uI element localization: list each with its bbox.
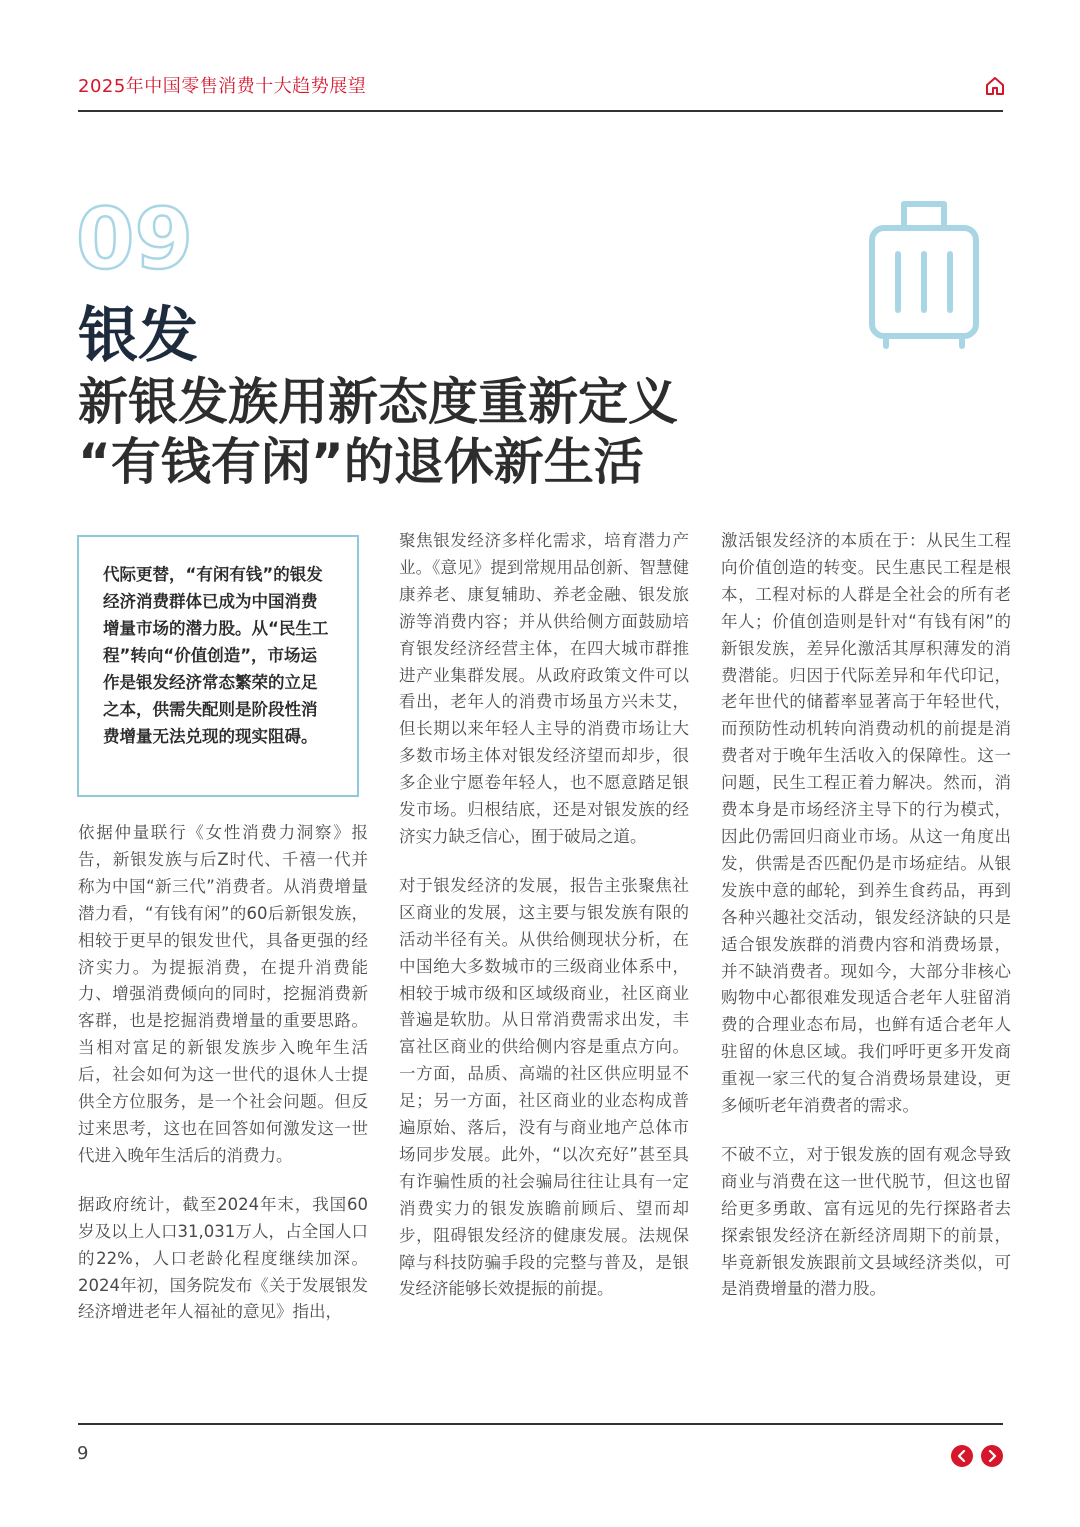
chapter-title: 银发 bbox=[78, 301, 198, 371]
body-column-2 bbox=[399, 528, 689, 1325]
paragraph: 据政府统计，截至2024年末，我国60岁及以上人口31,031万人，占全国人口的22%，人口老龄化程度继续加深。2024年初，国务院发布《关于发展银发经济增进老年人福祉的意见》指出， bbox=[78, 1194, 368, 1322]
previous-page-button[interactable] bbox=[951, 1445, 973, 1467]
headline bbox=[78, 372, 718, 492]
paragraph: 不破不立，对于银发族的固有观念导致商业与消费在这一世代脱节，但这也留给更多勇敢、富有远见的先行探路者去探索银发经济在新经济周期下的前景，毕竟新银发族跟前文县域经济类似，可是消费增量的潜力股。 bbox=[721, 1144, 1011, 1299]
paragraph: 依据仲量联行《女性消费力洞察》报告，新银发族与后Z时代、千禧一代并称为中国“新三代”消费者。从消费增量潜力看，“有钱有闲”的60后新银发族，相较于更早的银发世代，具备更强的经济实力。为提振消费，在提升消费能力、增强消费倾向的同时，挖掘消费新客群，也是挖掘消费增量的重要思路。当相对富足的新银发族步入晚年生活后，社会如何为这一世代的退休人士提供全方位服务，是一个社会问题。但反过来思考，这也在回答如何激发这一世代进入晚年生活后的消费力。 bbox=[78, 823, 368, 1165]
callout-box: 代际更替，“有闲有钱”的银发经济消费群体已成为中国消费增量市场的潜力股。从“民生工程”转向“价值创造”，市场运作是银发经济常态繁荣的立足之本，供需失配则是阶段性消费增量无法兑现的现实阻碍。 bbox=[77, 535, 359, 797]
body-column-3 bbox=[721, 528, 1011, 1325]
home-icon[interactable] bbox=[985, 76, 1005, 96]
luggage-icon bbox=[866, 198, 982, 350]
body-column-1 bbox=[78, 820, 368, 1348]
chapter-number bbox=[74, 190, 204, 285]
paragraph: 激活银发经济的本质在于：从民生工程向价值创造的转变。民生惠民工程是根本，工程对标的人群是全社会的所有老年人；价值创造则是针对“有钱有闲”的新银发族，差异化激活其厚积薄发的消费潜能。归因于代际差异和年代印记，老年世代的储蓄率显著高于年轻世代，而预防性动机转向消费动机的前提是消费者对于晚年生活收入的保障性。这一问题，民生工程正着力解决。然而，消费本身是市场经济主导下的行为模式，因此仍需回归商业市场。从这一角度出发，供需是否匹配仍是市场症结。从银发族中意的邮轮，到养生食药品，再到各种兴趣社交活动，银发经济缺的只是适合银发族群的消费内容和消费场景，并不缺消费者。现如今，大部分非核心购物中心都很难发现适合老年人驻留消费的合理业态布局，也鲜有适合老年人驻留的休息区域。我们呼吁更多开发商重视一家三代的复合消费场景建设，更多倾听老年消费者的需求。 bbox=[721, 531, 1011, 1116]
chevron-right-icon bbox=[986, 1450, 998, 1462]
chevron-left-icon bbox=[956, 1450, 968, 1462]
paragraph: 聚焦银发经济多样化需求，培育潜力产业。《意见》提到常规用品创新、智慧健康养老、康复辅助、养老金融、银发旅游等消费内容；并从供给侧方面鼓励培育银发经济经营主体，在四大城市群推进产业集群发展。从政府政策文件可以看出，老年人的消费市场虽方兴未艾，但长期以来年轻人主导的消费市场让大多数市场主体对银发经济望而却步，很多企业宁愿卷年轻人，也不愿意踏足银发市场。归根结底，还是对银发族的经济实力缺乏信心，囿于破局之道。 bbox=[399, 531, 689, 846]
header-divider bbox=[78, 110, 1003, 112]
footer-divider bbox=[78, 1423, 1003, 1425]
next-page-button[interactable] bbox=[981, 1445, 1003, 1467]
headline-line-2: “有钱有闲”的退休新生活 bbox=[78, 433, 644, 491]
document-header-title: 2025年中国零售消费十大趋势展望 bbox=[78, 76, 367, 97]
chapter-number-text: 09 bbox=[76, 190, 193, 285]
headline-line-1: 新银发族用新态度重新定义 bbox=[78, 373, 678, 431]
paragraph: 对于银发经济的发展，报告主张聚焦社区商业的发展，这主要与银发族有限的活动半径有关。从供给侧现状分析，在中国绝大多数城市的三级商业体系中，相较于城市级和区域级商业，社区商业普遍是软肋。从日常消费需求出发，丰富社区商业的供给侧内容是重点方向。一方面，品质、高端的社区供应明显不足；另一方面，社区商业的业态构成普遍原始、落后，没有与商业地产总体市场同步发展。此外，“以次充好”甚至具有诈骗性质的社会骗局往往让具有一定消费实力的银发族瞻前顾后、望而却步，阻碍银发经济的健康发展。法规保障与科技防骗手段的完整与普及，是银发经济能够长效提振的前提。 bbox=[399, 875, 689, 1299]
page-number: 9 bbox=[77, 1443, 89, 1464]
